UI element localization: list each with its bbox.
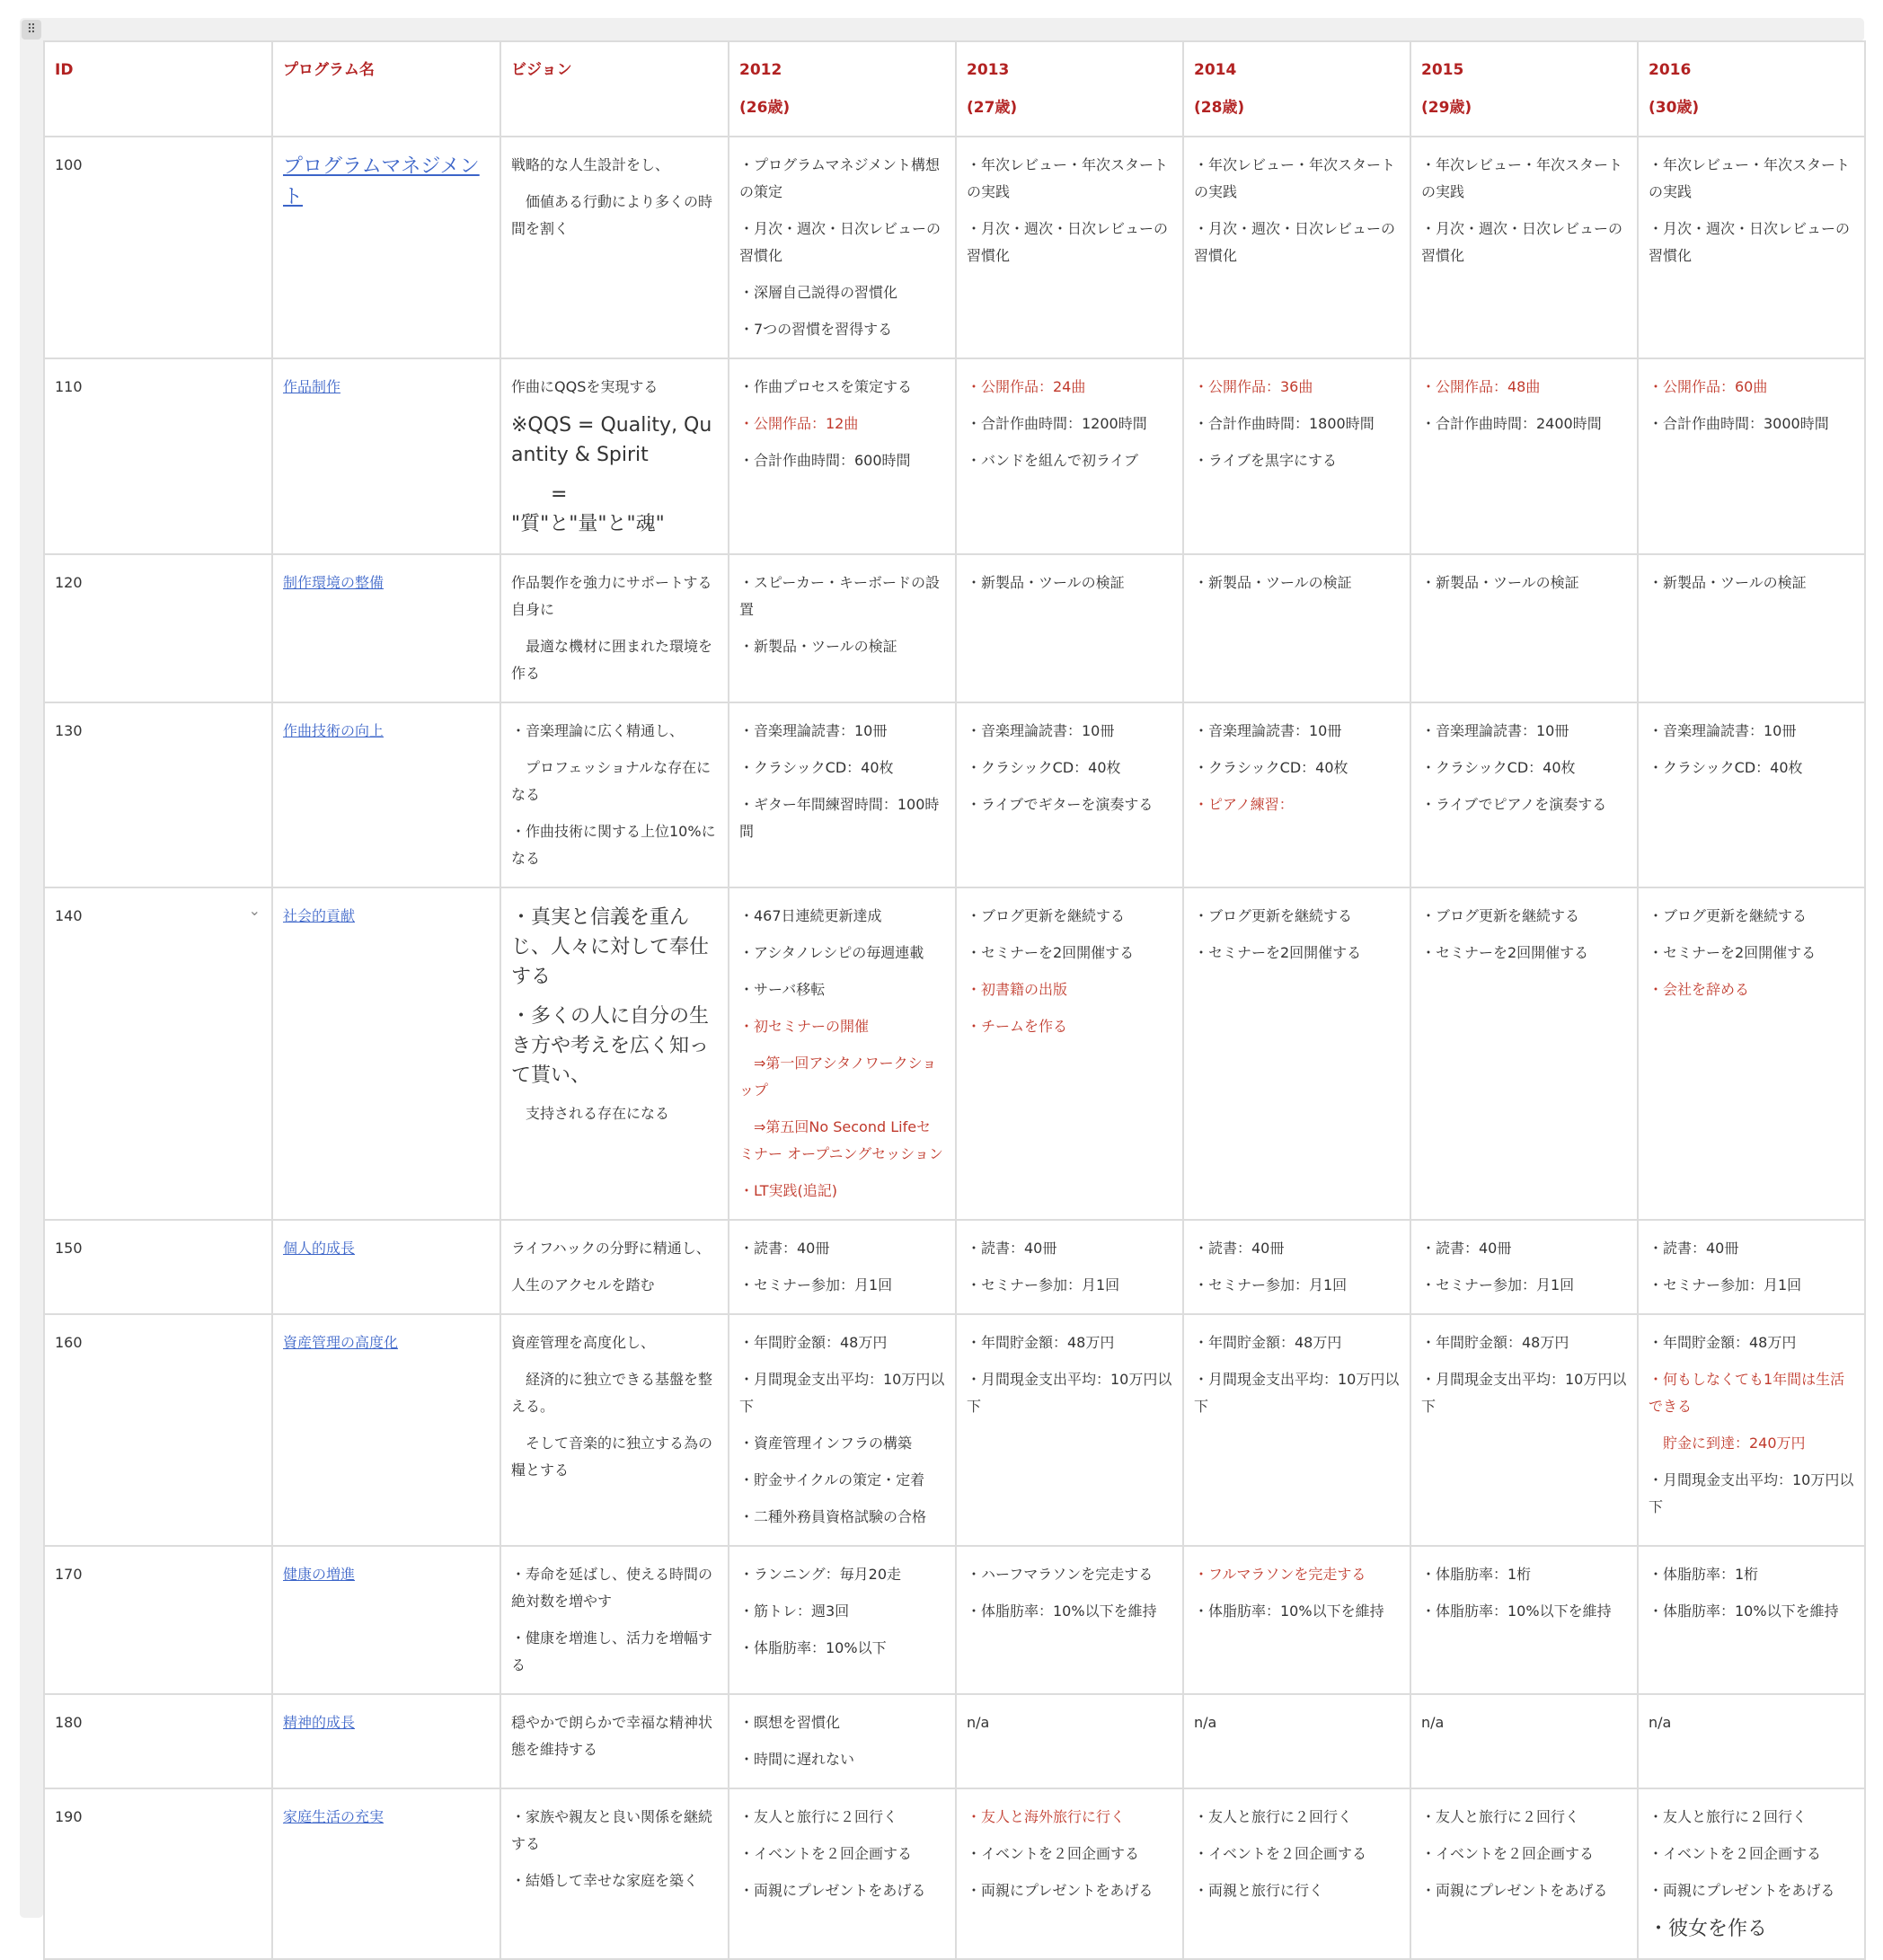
program-name-cell	[272, 137, 500, 358]
vision-line: 穏やかで朗らかで幸福な精神状態を維持する	[511, 1714, 713, 1758]
goal-item: ・月間現金支出平均：10万円以下	[1649, 1471, 1854, 1515]
program-link[interactable]: 家庭生活の充実	[283, 1808, 385, 1825]
goal-item: ・月間現金支出平均：10万円以下	[1421, 1371, 1627, 1415]
vision-cell	[500, 1220, 729, 1314]
vision-cell	[500, 1314, 729, 1546]
goal-item: ・月間現金支出平均：10万円以下	[739, 1371, 945, 1415]
year-goal-cell	[729, 137, 956, 358]
goal-item: ・友人と海外旅行に行く	[967, 1808, 1126, 1825]
goal-item: ・クラシックCD：40枚	[1194, 759, 1348, 776]
table-row	[44, 887, 1865, 1220]
goal-item: ・友人と旅行に２回行く	[739, 1808, 898, 1825]
id-cell	[44, 887, 272, 1220]
vision-line: ※QQS = Quality, Quantity & Spirit	[511, 414, 712, 466]
goal-item: ・チームを作る	[967, 1018, 1068, 1035]
program-link[interactable]: 作曲技術の向上	[283, 722, 385, 739]
goal-item: ・公開作品：36曲	[1194, 378, 1313, 395]
goal-item: ・友人と旅行に２回行く	[1421, 1808, 1580, 1825]
goal-item: ・体脂肪率：10%以下	[739, 1639, 887, 1656]
goal-item: ・体脂肪率：10%以下を維持	[967, 1602, 1157, 1620]
goal-item: ・ライブでピアノを演奏する	[1421, 796, 1607, 813]
goal-item: ・ライブを黒字にする	[1194, 452, 1338, 469]
chevron-down-icon[interactable]: ⌄	[248, 902, 261, 919]
header-vision	[500, 41, 729, 137]
year-goal-cell	[729, 358, 956, 554]
year-goal-cell	[1638, 1788, 1865, 1959]
id-cell	[44, 1314, 272, 1546]
goal-item: ・合計作曲時間：2400時間	[1421, 415, 1602, 432]
goal-item: ・セミナーを2回開催する	[1421, 944, 1589, 961]
program-name-cell	[272, 1314, 500, 1546]
goal-item: ・アシタノレシピの毎週連載	[739, 944, 924, 961]
goal-item: ・両親と旅行に行く	[1194, 1882, 1324, 1899]
goal-item: ・公開作品：24曲	[967, 378, 1086, 395]
vision-line: プロフェッショナルな存在になる	[511, 759, 712, 803]
program-link[interactable]: 制作環境の整備	[283, 574, 385, 591]
goal-item: n/a	[1421, 1714, 1445, 1731]
vision-line: ・家族や親友と良い関係を継続する	[511, 1808, 713, 1852]
goal-item: ・セミナー参加：月1回	[967, 1276, 1120, 1293]
vision-line: ・多くの人に自分の生き方や考えを広く知って貰い、	[511, 1005, 710, 1087]
goal-item: ・年間貯金額：48万円	[739, 1334, 888, 1351]
goal-item: ・公開作品：60曲	[1649, 378, 1768, 395]
header-year-label: 2015	[1421, 61, 1464, 79]
goal-item: ・瞑想を習慣化	[739, 1714, 841, 1731]
goal-item: ・467日連続更新達成	[739, 907, 882, 924]
goal-item: ・月次・週次・日次レビューの習慣化	[967, 220, 1169, 264]
year-goal-cell	[1183, 1314, 1410, 1546]
goal-item: ・年次レビュー・年次スタートの実践	[1421, 156, 1623, 200]
year-goal-cell	[729, 1788, 956, 1959]
goal-item: ・セミナー参加：月1回	[739, 1276, 893, 1293]
goal-item: ・何もしなくても1年間は生活できる	[1649, 1371, 1845, 1415]
year-goal-cell	[956, 887, 1183, 1220]
goal-item: ・ブログ更新を継続する	[967, 907, 1126, 924]
vision-line: ・真実と信義を重んじ、人々に対して奉仕する	[511, 906, 710, 988]
vision-line: 人生のアクセルを踏む	[511, 1276, 655, 1293]
row-id: 190	[55, 1808, 83, 1825]
goal-item: ・7つの習慣を習得する	[739, 321, 893, 338]
goal-item: ・会社を辞める	[1649, 981, 1750, 998]
goal-item: ・読書：40冊	[1194, 1240, 1285, 1257]
goal-item: ・両親にプレゼントをあげる	[1421, 1882, 1608, 1899]
row-id: 160	[55, 1334, 83, 1351]
year-goal-cell	[1183, 137, 1410, 358]
year-goal-cell	[729, 1546, 956, 1694]
goal-item: ・読書：40冊	[1421, 1240, 1512, 1257]
row-id: 150	[55, 1240, 83, 1257]
year-goal-cell	[1183, 702, 1410, 887]
goal-item: n/a	[1194, 1714, 1217, 1731]
goal-item: ・友人と旅行に２回行く	[1649, 1808, 1808, 1825]
program-name-cell	[272, 554, 500, 702]
goal-item: ・年間貯金額：48万円	[1194, 1334, 1342, 1351]
goal-item: ・音楽理論読書：10冊	[1421, 722, 1569, 739]
goal-item: ・合計作曲時間：1800時間	[1194, 415, 1375, 432]
row-id: 130	[55, 722, 83, 739]
goal-item: ・ランニング：毎月20走	[739, 1566, 902, 1583]
year-goal-cell	[956, 1546, 1183, 1694]
vision-cell	[500, 1788, 729, 1959]
year-goal-cell	[1410, 1546, 1638, 1694]
vision-line: そして音楽的に独立する為の糧とする	[511, 1435, 713, 1479]
year-goal-cell	[956, 554, 1183, 702]
goal-item: ・時間に遅れない	[739, 1751, 855, 1768]
goal-item: ・イベントを２回企画する	[739, 1845, 913, 1862]
drag-handle-icon[interactable]: ⠿	[22, 20, 41, 40]
vision-cell	[500, 554, 729, 702]
header-name-label: プログラム名	[283, 61, 375, 79]
goal-item: ・クラシックCD：40枚	[1649, 759, 1803, 776]
row-id: 180	[55, 1714, 83, 1731]
goal-item: ・ブログ更新を継続する	[1194, 907, 1353, 924]
year-goal-cell	[729, 1694, 956, 1788]
id-cell	[44, 1694, 272, 1788]
goal-item: n/a	[967, 1714, 990, 1731]
header-row	[44, 41, 1865, 137]
vision-line: 経済的に独立できる基盤を整える。	[511, 1371, 713, 1415]
vision-line: 支持される存在になる	[511, 1105, 670, 1122]
header-year-2016	[1638, 41, 1865, 137]
year-goal-cell	[1410, 1314, 1638, 1546]
goal-item: ・セミナーを2回開催する	[1649, 944, 1817, 961]
id-cell	[44, 1220, 272, 1314]
year-goal-cell	[1638, 1314, 1865, 1546]
goal-item: ・月間現金支出平均：10万円以下	[1194, 1371, 1400, 1415]
row-id: 140	[55, 907, 83, 924]
goal-item: ・資産管理インフラの構築	[739, 1435, 913, 1452]
year-goal-cell	[956, 358, 1183, 554]
vision-cell	[500, 1694, 729, 1788]
goal-item: ・フルマラソンを完走する	[1194, 1566, 1366, 1583]
table-row	[44, 1220, 1865, 1314]
id-cell	[44, 554, 272, 702]
year-goal-cell	[729, 1314, 956, 1546]
year-goal-cell	[1638, 358, 1865, 554]
year-goal-cell	[1410, 702, 1638, 887]
goal-item: ⇒第一回アシタノワークショップ	[739, 1055, 937, 1099]
program-name-cell	[272, 1220, 500, 1314]
goal-item: ・LT実践(追記)	[739, 1182, 837, 1199]
goal-item: ・年次レビュー・年次スタートの実践	[1649, 156, 1851, 200]
goal-item: ・月次・週次・日次レビューの習慣化	[739, 220, 942, 264]
table-row	[44, 554, 1865, 702]
year-goal-cell	[1638, 554, 1865, 702]
goal-item: ・イベントを２回企画する	[1649, 1845, 1822, 1862]
goal-item: ・スピーカー・キーボードの設置	[739, 574, 941, 618]
goal-item: ・クラシックCD：40枚	[967, 759, 1121, 776]
goal-item: ・セミナー参加：月1回	[1421, 1276, 1575, 1293]
program-name-cell	[272, 1546, 500, 1694]
goal-item: ・クラシックCD：40枚	[739, 759, 894, 776]
goal-item: ・体脂肪率：10%以下を維持	[1194, 1602, 1384, 1620]
header-year-label: 2013	[967, 61, 1010, 79]
vision-cell	[500, 887, 729, 1220]
goal-item: ・イベントを２回企画する	[1421, 1845, 1595, 1862]
goal-item: ・合計作曲時間：3000時間	[1649, 415, 1829, 432]
goal-item: ⇒第五回No Second Lifeセミナー オープニングセッション	[739, 1118, 943, 1162]
goal-item: ・初書籍の出版	[967, 981, 1068, 998]
goal-item: ・音楽理論読書：10冊	[967, 722, 1115, 739]
goal-item: 貯金に到達：240万円	[1649, 1435, 1806, 1452]
goal-item: ・両親にプレゼントをあげる	[967, 1882, 1154, 1899]
header-year-2012	[729, 41, 956, 137]
table-body	[44, 137, 1865, 1959]
vision-line: ・寿命を延ばし、使える時間の絶対数を増やす	[511, 1566, 713, 1610]
year-goal-cell	[956, 1314, 1183, 1546]
year-goal-cell	[956, 137, 1183, 358]
year-goal-cell	[1183, 554, 1410, 702]
goal-item: ・セミナーを2回開催する	[967, 944, 1135, 961]
table-column-bar	[20, 18, 1864, 41]
table-left-rail	[20, 18, 43, 1918]
goal-item: ・音楽理論読書：10冊	[739, 722, 888, 739]
goal-item: ・公開作品：12曲	[739, 415, 859, 432]
vision-cell	[500, 137, 729, 358]
header-year-2015	[1410, 41, 1638, 137]
year-goal-cell	[1638, 887, 1865, 1220]
goal-item: ・二種外務員資格試験の合格	[739, 1508, 927, 1525]
goal-item: ・新製品・ツールの検証	[739, 638, 897, 655]
header-age-label: (29歳)	[1421, 99, 1472, 117]
header-year-2013	[956, 41, 1183, 137]
goal-item: ・両親にプレゼントをあげる	[739, 1882, 926, 1899]
year-goal-cell	[729, 702, 956, 887]
program-name-cell	[272, 358, 500, 554]
goal-item: ・友人と旅行に２回行く	[1194, 1808, 1353, 1825]
header-year-label: 2012	[739, 61, 782, 79]
vision-cell	[500, 358, 729, 554]
goal-item: ・体脂肪率：10%以下を維持	[1421, 1602, 1612, 1620]
goal-item: ・月次・週次・日次レビューの習慣化	[1649, 220, 1851, 264]
goal-item: ・ライブでギターを演奏する	[967, 796, 1154, 813]
header-id-label: ID	[55, 61, 74, 79]
goal-item: ・音楽理論読書：10冊	[1194, 722, 1342, 739]
year-goal-cell	[956, 1694, 1183, 1788]
goal-item: ・セミナー参加：月1回	[1649, 1276, 1802, 1293]
goal-item: ・ブログ更新を継続する	[1421, 907, 1580, 924]
goal-item: ・年次レビュー・年次スタートの実践	[1194, 156, 1396, 200]
goal-item: ・両親にプレゼントをあげる	[1649, 1882, 1835, 1899]
year-goal-cell	[956, 702, 1183, 887]
vision-line: 価値ある行動により多くの時間を割く	[511, 193, 713, 237]
year-goal-cell	[956, 1220, 1183, 1314]
table-row	[44, 1788, 1865, 1959]
table-row	[44, 137, 1865, 358]
goal-item: ・サーバ移転	[739, 981, 826, 998]
row-id: 110	[55, 378, 83, 395]
goal-item: ・公開作品：48曲	[1421, 378, 1541, 395]
vision-line: 最適な機材に囲まれた環境を作る	[511, 638, 713, 682]
id-cell	[44, 702, 272, 887]
row-id: 170	[55, 1566, 83, 1583]
header-age-label: (30歳)	[1649, 99, 1700, 117]
year-goal-cell	[1410, 1694, 1638, 1788]
goal-item: ・年間貯金額：48万円	[1649, 1334, 1797, 1351]
id-cell	[44, 358, 272, 554]
vision-line: = "質"と"量"と"魂"	[511, 483, 665, 535]
header-vision-label: ビジョン	[511, 61, 572, 79]
vision-cell	[500, 1546, 729, 1694]
program-name-cell	[272, 887, 500, 1220]
goal-item: ・ハーフマラソンを完走する	[967, 1566, 1154, 1583]
header-age-label: (27歳)	[967, 99, 1018, 117]
goal-item: ・年間貯金額：48万円	[967, 1334, 1115, 1351]
vision-line: ・作曲技術に関する上位10%になる	[511, 823, 716, 867]
program-name-cell	[272, 1694, 500, 1788]
program-link[interactable]: プログラムマネジメント	[283, 155, 480, 208]
goal-item: ・ピアノ練習：	[1194, 796, 1294, 813]
year-goal-cell	[729, 554, 956, 702]
header-year-2014	[1183, 41, 1410, 137]
vision-line: ・健康を増進し、活力を増幅する	[511, 1629, 713, 1673]
year-goal-cell	[1638, 1694, 1865, 1788]
table-row	[44, 1546, 1865, 1694]
header-year-label: 2016	[1649, 61, 1692, 79]
program-link[interactable]: 健康の増進	[283, 1566, 356, 1583]
year-goal-cell	[729, 1220, 956, 1314]
program-name-cell	[272, 1788, 500, 1959]
goal-item: ・深層自己説得の習慣化	[739, 284, 898, 301]
goal-item: ・体脂肪率：1桁	[1421, 1566, 1532, 1583]
goal-item: ・筋トレ：週3回	[739, 1602, 850, 1620]
year-goal-cell	[1183, 1788, 1410, 1959]
goal-item: ・イベントを２回企画する	[1194, 1845, 1367, 1862]
header-id	[44, 41, 272, 137]
goal-item: ・音楽理論読書：10冊	[1649, 722, 1797, 739]
goal-item: ・新製品・ツールの検証	[1194, 574, 1352, 591]
goal-item: ・年間貯金額：48万円	[1421, 1334, 1569, 1351]
year-goal-cell	[1410, 1220, 1638, 1314]
goal-item: ・年次レビュー・年次スタートの実践	[967, 156, 1169, 200]
year-goal-cell	[1183, 1220, 1410, 1314]
year-goal-cell	[1410, 1788, 1638, 1959]
program-link[interactable]: 作品制作	[283, 378, 341, 395]
header-year-label: 2014	[1194, 61, 1237, 79]
vision-line: 作品製作を強力にサポートする自身に	[511, 574, 712, 618]
goal-item: ・貯金サイクルの策定・定着	[739, 1471, 925, 1488]
row-id: 100	[55, 156, 83, 173]
program-name-cell	[272, 702, 500, 887]
program-link[interactable]: 精神的成長	[283, 1714, 356, 1731]
table-row	[44, 702, 1865, 887]
year-goal-cell	[1638, 137, 1865, 358]
year-goal-cell	[1638, 1220, 1865, 1314]
goal-item: ・新製品・ツールの検証	[967, 574, 1125, 591]
goal-item: ・初セミナーの開催	[739, 1018, 870, 1035]
id-cell	[44, 1788, 272, 1959]
year-goal-cell	[1410, 554, 1638, 702]
year-goal-cell	[729, 887, 956, 1220]
id-cell	[44, 137, 272, 358]
goal-item: ・クラシックCD：40枚	[1421, 759, 1576, 776]
goal-item: ・読書：40冊	[739, 1240, 830, 1257]
goal-item: ・新製品・ツールの検証	[1649, 574, 1807, 591]
goal-item: ・彼女を作る	[1649, 1918, 1768, 1940]
year-goal-cell	[956, 1788, 1183, 1959]
goal-item: ・新製品・ツールの検証	[1421, 574, 1579, 591]
goal-item: n/a	[1649, 1714, 1672, 1731]
year-goal-cell	[1638, 1546, 1865, 1694]
goal-item: ・月次・週次・日次レビューの習慣化	[1194, 220, 1396, 264]
vision-cell	[500, 702, 729, 887]
goal-item: ・読書：40冊	[1649, 1240, 1739, 1257]
goal-item: ・ギター年間練習時間：100時間	[739, 796, 940, 840]
table-row	[44, 358, 1865, 554]
table-row	[44, 1314, 1865, 1546]
vision-line: 資産管理を高度化し、	[511, 1334, 656, 1351]
year-goal-cell	[1183, 1694, 1410, 1788]
header-name	[272, 41, 500, 137]
header-age-label: (26歳)	[739, 99, 791, 117]
program-link[interactable]: 個人的成長	[283, 1240, 356, 1257]
year-goal-cell	[1410, 887, 1638, 1220]
table-row	[44, 1694, 1865, 1788]
vision-line: ・結婚して幸せな家庭を築く	[511, 1872, 699, 1889]
vision-line: ・音楽理論に広く精通し、	[511, 722, 685, 739]
goal-item: ・月次・週次・日次レビューの習慣化	[1421, 220, 1623, 264]
year-goal-cell	[1410, 358, 1638, 554]
vision-line: 作曲にQQSを実現する	[511, 378, 659, 395]
program-link[interactable]: 社会的貢献	[283, 907, 356, 924]
goal-item: ・合計作曲時間：1200時間	[967, 415, 1147, 432]
vision-line: 戦略的な人生設計をし、	[511, 156, 670, 173]
goal-item: ・合計作曲時間：600時間	[739, 452, 911, 469]
year-goal-cell	[1638, 702, 1865, 887]
year-goal-cell	[1410, 137, 1638, 358]
goal-item: ・セミナーを2回開催する	[1194, 944, 1362, 961]
goal-item: ・体脂肪率：10%以下を維持	[1649, 1602, 1839, 1620]
goal-item: ・月間現金支出平均：10万円以下	[967, 1371, 1172, 1415]
goal-item: ・ブログ更新を継続する	[1649, 907, 1808, 924]
goal-item: ・イベントを２回企画する	[967, 1845, 1140, 1862]
goal-item: ・体脂肪率：1桁	[1649, 1566, 1759, 1583]
row-id: 120	[55, 574, 83, 591]
program-table	[43, 40, 1866, 1960]
year-goal-cell	[1183, 887, 1410, 1220]
id-cell	[44, 1546, 272, 1694]
header-age-label: (28歳)	[1194, 99, 1245, 117]
goal-item: ・バンドを組んで初ライブ	[967, 452, 1139, 469]
goal-item: ・作曲プロセスを策定する	[739, 378, 913, 395]
vision-line: ライフハックの分野に精通し、	[511, 1240, 711, 1257]
year-goal-cell	[1183, 358, 1410, 554]
program-link[interactable]: 資産管理の高度化	[283, 1334, 399, 1351]
goal-item: ・読書：40冊	[967, 1240, 1057, 1257]
goal-item: ・プログラムマネジメント構想の策定	[739, 156, 941, 200]
goal-item: ・セミナー参加：月1回	[1194, 1276, 1348, 1293]
year-goal-cell	[1183, 1546, 1410, 1694]
